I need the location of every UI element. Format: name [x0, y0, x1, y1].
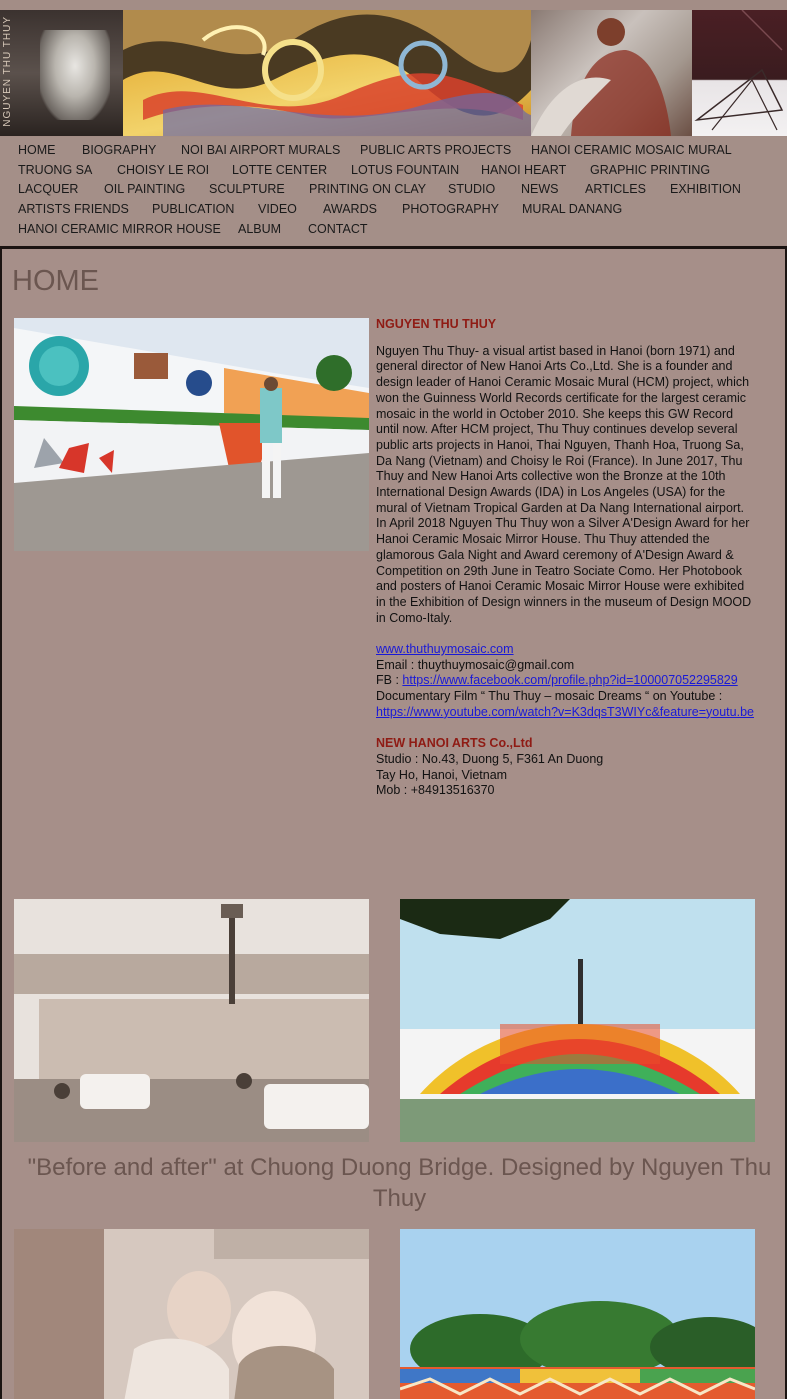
banner-sculpture-image [0, 10, 123, 136]
nav-contact[interactable]: CONTACT [308, 222, 368, 236]
banner-mosaic-wave-image [123, 10, 531, 136]
nav-oil-painting[interactable]: OIL PAINTING [104, 182, 186, 196]
nav-truong-sa[interactable]: TRUONG SA [18, 163, 93, 177]
nav-publication[interactable]: PUBLICATION [152, 202, 235, 216]
artist-mosaic-wall-photo [14, 318, 369, 551]
after-bridge-mural-photo [400, 899, 755, 1142]
nav-noi-bai-airport-murals[interactable]: NOI BAI AIRPORT MURALS [181, 143, 341, 157]
facebook-link[interactable]: https://www.facebook.com/profile.php?id=100007052295829 [402, 673, 738, 688]
company-name-heading: NEW HANOI ARTS Co.,Ltd [376, 736, 533, 751]
nav-sculpture[interactable]: SCULPTURE [209, 182, 285, 196]
nav-hanoi-ceramic-mosaic-mural[interactable]: HANOI CERAMIC MOSAIC MURAL [531, 143, 732, 157]
nav-hanoi-ceramic-mirror-house[interactable]: HANOI CERAMIC MIRROR HOUSE [18, 222, 221, 236]
nav-studio[interactable]: STUDIO [448, 182, 496, 196]
nav-biography[interactable]: BIOGRAPHY [82, 143, 157, 157]
nav-mural-danang[interactable]: MURAL DANANG [522, 202, 623, 216]
nav-lacquer[interactable]: LACQUER [18, 182, 79, 196]
main-content [0, 246, 787, 1399]
artists-working-photo [14, 1229, 369, 1399]
email-line: Email : thuythuymosaic@gmail.com [376, 657, 575, 672]
city-address: Tay Ho, Hanoi, Vietnam [376, 767, 508, 782]
gallery-caption: "Before and after" at Chuong Duong Bridge. Designed by Nguyen Thu Thuy [27, 1154, 772, 1212]
nav-home[interactable]: HOME [18, 143, 56, 157]
nav-printing-on-clay[interactable]: PRINTING ON CLAY [309, 182, 427, 196]
page-title: HOME [12, 265, 99, 297]
facebook-line: FB : https://www.facebook.com/profile.php?id=100007052295829 [376, 673, 738, 688]
sculpture-figure [40, 30, 110, 120]
before-bridge-photo [14, 899, 369, 1142]
banner-installation-image [692, 10, 787, 136]
studio-address: Studio : No.43, Duong 5, F361 An Duong [376, 751, 604, 766]
banner-vertical-text: NGUYEN THU THUY [2, 16, 13, 127]
ceramic-mural-trees-photo [400, 1229, 755, 1399]
nav-lotus-fountain[interactable]: LOTUS FOUNTAIN [351, 163, 460, 177]
nav-photography[interactable]: PHOTOGRAPHY [402, 202, 500, 216]
main-nav [0, 137, 787, 245]
nav-video[interactable]: VIDEO [258, 202, 297, 216]
nav-hanoi-heart[interactable]: HANOI HEART [481, 163, 567, 177]
mosaic-wave-art [123, 10, 531, 136]
mobile-number: Mob : +84913516370 [376, 783, 495, 798]
documentary-label: Documentary Film “ Thu Thuy – mosaic Dreams “ on Youtube : [376, 689, 723, 704]
website-link[interactable]: www.thuthuymosaic.com [376, 642, 514, 657]
nav-public-arts-projects[interactable]: PUBLIC ARTS PROJECTS [360, 143, 512, 157]
email-address: thuythuymosaic@gmail.com [417, 657, 575, 672]
nav-artists-friends[interactable]: ARTISTS FRIENDS [18, 202, 129, 216]
youtube-link[interactable]: https://www.youtube.com/watch?v=K3dqsT3WIYc&feature=youtu.be [376, 704, 754, 719]
nav-lotte-center[interactable]: LOTTE CENTER [232, 163, 328, 177]
artist-info [376, 317, 754, 799]
nav-awards[interactable]: AWARDS [323, 202, 377, 216]
nav-articles[interactable]: ARTICLES [585, 182, 646, 196]
banner-mosaic-sculpture-image [531, 10, 692, 136]
artist-bio-paragraph-1: Nguyen Thu Thuy- a visual artist based in Hanoi (born 1971) and general director of New Hanoi Arts Co.,Ltd. She is a founder and design leader of Hanoi Ceramic Mosaic Mural (HCM) project, which won the Guinness World Records certificate for the largest ceramic mosaic in the world in October 2010. She keeps this GW Record until now. After HCM project, Thu Thuy continues develop several public arts projects in Hanoi, Thai Nguyen, Thanh Hoa, Truong Sa, Da Nang (Vietnam) and Choisy le Roi (France). In June 2017, Thu Thuy and New Hanoi Arts collective won the Bronze at the 10th International Design Awards (IDA) in Los Angeles (USA) for the mural of Vietnam Tropical Garden at Da Nang International airport. [376, 343, 750, 515]
nav-exhibition[interactable]: EXHIBITION [670, 182, 741, 196]
nav-album[interactable]: ALBUM [238, 222, 282, 236]
header-banner [0, 10, 787, 136]
nav-graphic-printing[interactable]: GRAPHIC PRINTING [590, 163, 711, 177]
artist-bio-paragraph-2: In April 2018 Nguyen Thu Thuy won a Silver A'Design Award for her Hanoi Ceramic Mosaic Mirror House. Thu Thuy attended the glamorous Gala Night and Award ceremony of A'Design Award & Competition on 29th June in Teatro Sociate Como. Her Photobook and posters of Hanoi Ceramic Mosaic Mirror House were exhibited in the Exhibition of Design winners in the museum of Design MOOD in Como-Italy. [376, 516, 752, 625]
nav-choisy-le-roi[interactable]: CHOISY LE ROI [117, 163, 210, 177]
artist-name-heading: NGUYEN THU THUY [376, 317, 497, 331]
nav-news[interactable]: NEWS [521, 182, 559, 196]
